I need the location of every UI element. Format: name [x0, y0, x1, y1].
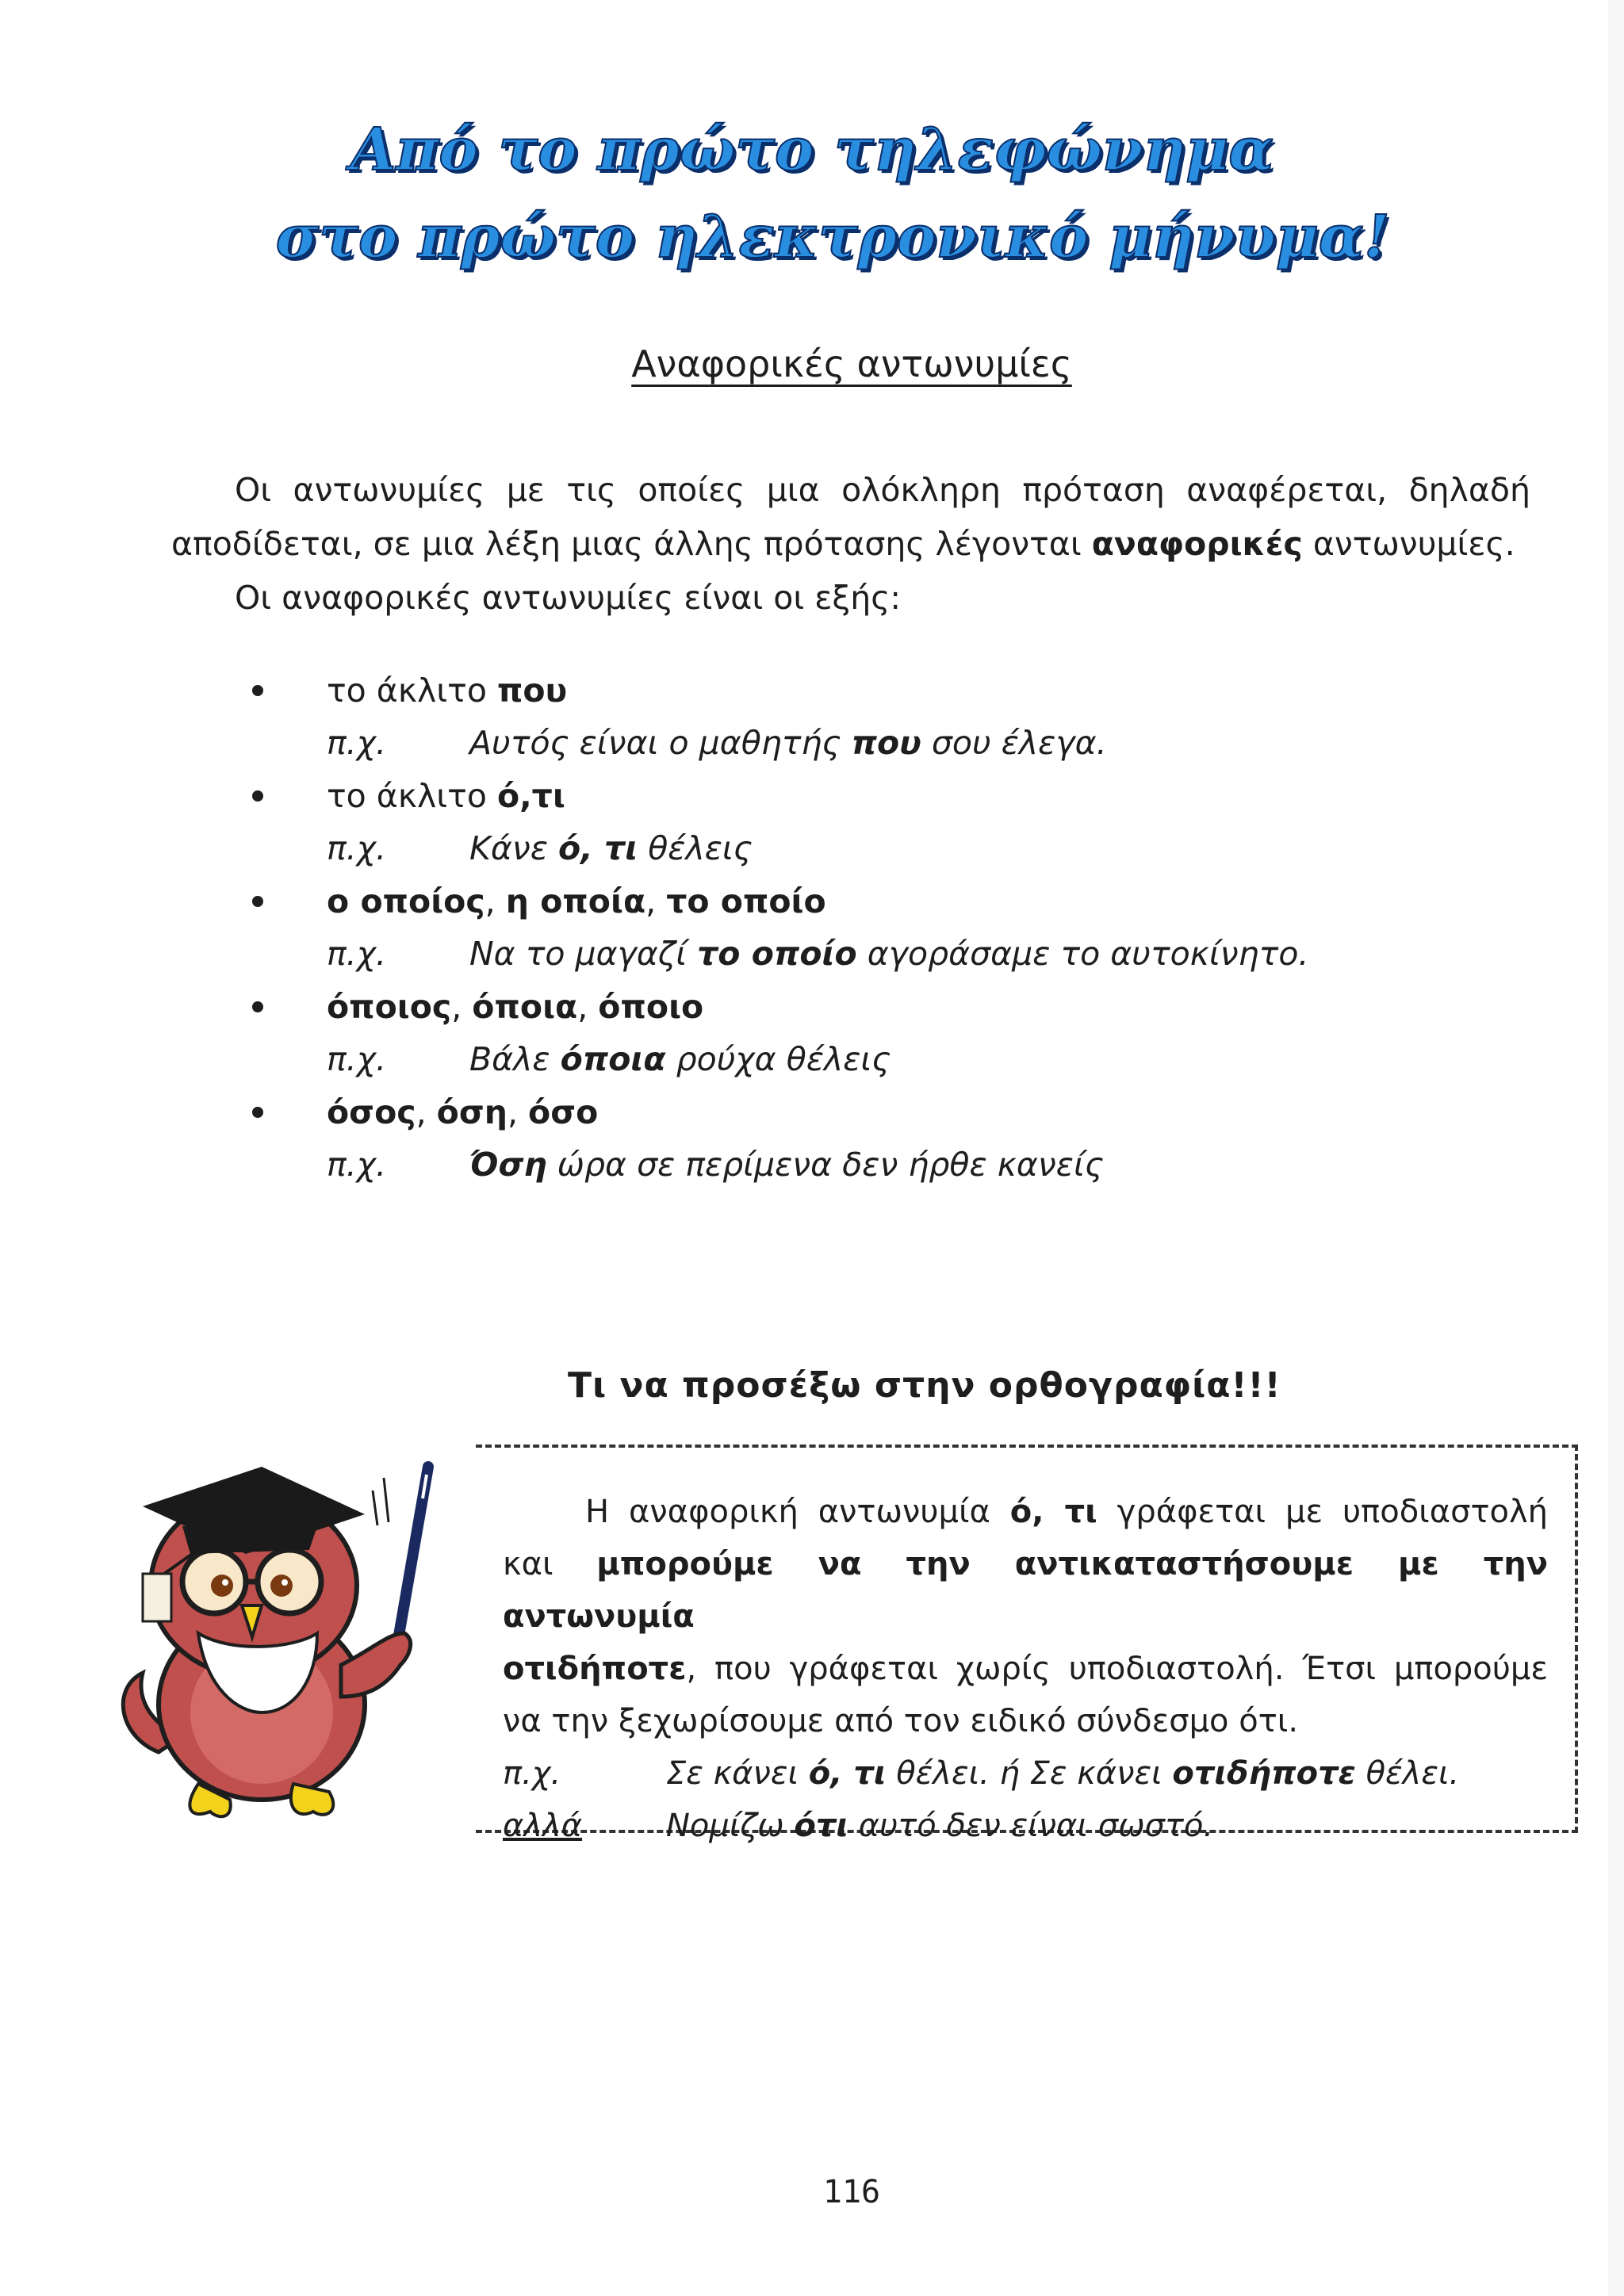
spelling-notice-box: [476, 1445, 1578, 1844]
bullet-icon: [252, 1107, 263, 1118]
intro-line-1: Οι αντωνυμίες με τις οποίες μια ολόκληρη πρόταση αναφέρεται, δηλαδή: [235, 471, 1530, 509]
list-item-heading: το άκλιτο που: [327, 672, 568, 710]
bullet-icon: [252, 1001, 263, 1012]
page-number: 116: [822, 2174, 881, 2210]
bullet-icon: [252, 685, 263, 696]
pronoun-list: [238, 671, 1586, 1198]
notice-line-1: Η αναφορική αντωνυμία ό, τι γράφεται με υποδιαστολή: [585, 1494, 1549, 1530]
list-item: [238, 882, 1586, 987]
list-item-example: π.χ. Κάνε ό, τι θέλεις: [327, 829, 753, 867]
list-item-example: π.χ. Όση ώρα σε περίμενα δεν ήρθε κανείς: [327, 1146, 1104, 1184]
list-item-example: π.χ. Να το μαγαζί το οποίο αγοράσαμε το αυτοκίνητο.: [327, 935, 1309, 973]
notice-line-4: να την ξεχωρίσουμε από τον ειδικό σύνδεσμο ότι.: [503, 1703, 1299, 1739]
owl-teacher-icon: [111, 1451, 460, 1823]
section-heading: Αναφορικές αντωνυμίες: [631, 342, 1072, 385]
bullet-icon: [252, 896, 263, 907]
list-item-heading: ο οποίος, η οποία, το οποίο: [327, 882, 826, 920]
intro-line-2: αποδίδεται, σε μια λέξη μιας άλλης πρότασης λέγονται αναφορικές αντωνυμίες.: [171, 525, 1515, 563]
notice-line-2: και μπορούμε να την αντικαταστήσουμε με την αντωνυμία: [503, 1546, 1548, 1635]
intro-text: [171, 463, 1530, 625]
term-anaforikes: αναφορικές: [1091, 525, 1303, 563]
list-item: [238, 987, 1586, 1093]
page-title-line-2: στο πρώτο ηλεκτρονικό μήνυμα!: [275, 203, 1390, 271]
list-item: [238, 671, 1586, 776]
notice-line-3: οτιδήποτε, που γράφεται χωρίς υποδιαστολή. Έτσι μπορούμε: [503, 1651, 1548, 1687]
notice-counter-example: αλλά Νομίζω ότι αυτό δεν είναι σωστό.: [503, 1808, 1214, 1844]
notice-body: [503, 1486, 1548, 1852]
notice-heading: Τι να προσέξω στην ορθογραφία!!!: [568, 1365, 1281, 1406]
list-item-heading: όποιος, όποια, όποιο: [327, 988, 704, 1026]
notice-example: π.χ. Σε κάνει ό, τι θέλει. ή Σε κάνει οτιδήποτε θέλει.: [503, 1755, 1460, 1792]
list-item: [238, 1093, 1586, 1198]
list-item: [238, 776, 1586, 882]
list-item-heading: το άκλιτο ό,τι: [327, 777, 565, 815]
list-item-example: π.χ. Αυτός είναι ο μαθητής που σου έλεγα.: [327, 724, 1107, 762]
intro-line-3: Οι αναφορικές αντωνυμίες είναι οι εξής:: [235, 579, 902, 617]
list-item-heading: όσος, όση, όσο: [327, 1093, 599, 1131]
bullet-icon: [252, 790, 263, 802]
list-item-example: π.χ. Βάλε όποια ρούχα θέλεις: [327, 1040, 891, 1078]
page-title-line-1: Από το πρώτο τηλεφώνημα: [350, 116, 1274, 184]
